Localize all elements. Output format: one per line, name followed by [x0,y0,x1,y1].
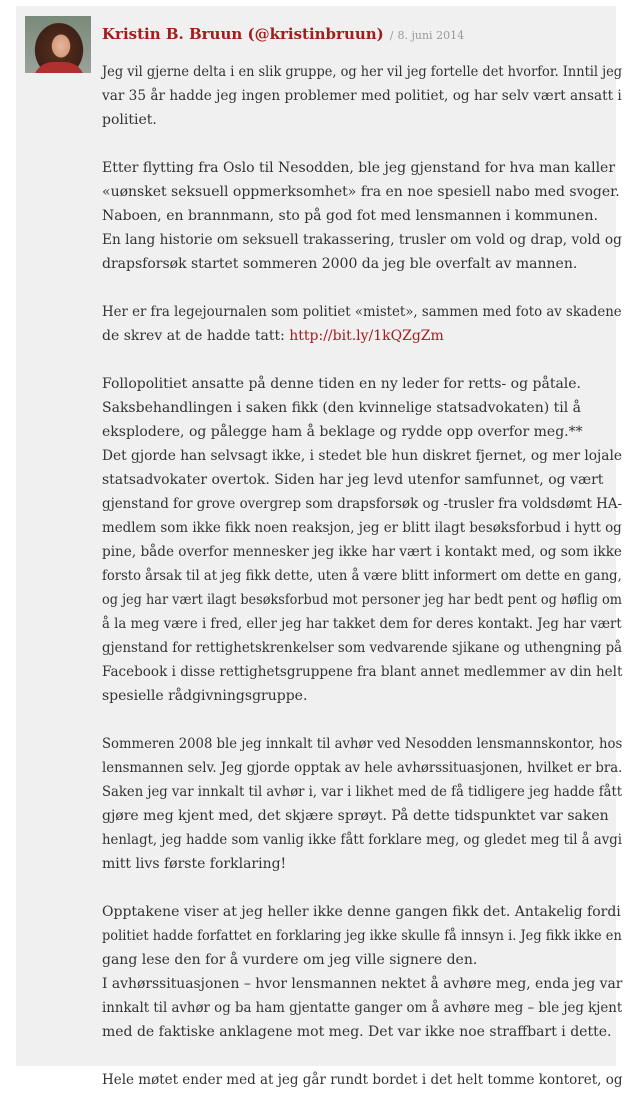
text-line: å la meg være i fred, eller jeg har takket dem for deres kontakt. Jeg har vært [102,616,622,632]
text-line [102,324,622,348]
text-line: politiet. [102,112,157,128]
comment-body [102,60,622,1116]
text-line: med de faktiske anklagene mot meg. Det var ikke noe straffbart i dette. [102,1024,612,1040]
text-line: gjenstand for grove overgrep som drapsforsøk og -trusler fra voldsdømt HA- [102,496,623,512]
text-line: drapsforsøk startet sommeren 2000 da jeg ble overfalt av mannen. [102,256,578,272]
paragraph-5 [102,732,622,876]
text-line: Jeg vil gjerne delta i en slik gruppe, og her vil jeg fortelle det hvorfor. Inntil jeg [102,64,623,80]
text-line: Sommeren 2008 ble jeg innkalt til avhør ved Nesodden lensmannskontor, hos [102,736,623,752]
paragraph-7 [102,1068,622,1092]
text-line: Det gjorde han selvsagt ikke, i stedet ble hun diskret fjernet, og mer lojale [102,448,623,464]
paragraph-4 [102,372,622,708]
text-line: spesielle rådgivningsgruppe. [102,688,308,704]
text-line: lensmannen selv. Jeg gjorde opptak av hele avhørssituasjonen, hvilket er bra. [102,760,623,776]
paragraph-1 [102,60,622,132]
author-link[interactable]: Kristin B. Bruun (@kristinbruun) [102,25,384,43]
text-line: var 35 år hadde jeg ingen problemer med politiet, og har selv vært ansatt i [102,88,622,104]
text-line: pine, både overfor mennesker jeg ikke har vært i kontakt med, og som ikke [102,544,622,560]
text-line: Saksbehandlingen i saken fikk (den kvinnelige statsadvokaten) til å [102,400,582,416]
text-line: Opptakene viser at jeg heller ikke denne gangen fikk det. Antakelig fordi [102,904,621,920]
text-line: medlem som ikke fikk noen reaksjon, jeg er blitt ilagt besøksforbud i hytt og [102,520,622,536]
text-line: innkalt til avhør og ba ham gjentatte ganger om å avhøre meg – ble jeg kjent [102,1000,623,1016]
text-line: gjøre meg kjent med, det skjære sprøyt. På dette tidspunktet var saken [102,808,609,824]
text-line: mitt livs første forklaring! [102,856,287,872]
text-line: eksplodere, og pålegge ham å beklage og rydde opp overfor meg.** [102,424,583,440]
text-line: gang lese den for å vurdere om jeg ville signere den. [102,952,478,968]
text-line: og jeg har vært ilagt besøksforbud mot personer jeg har bedt pent og høflig om [102,592,622,608]
text-line: politiet hadde forfattet en forklaring jeg ikke skulle få innsyn i. Jeg fikk ikke en [102,928,622,944]
comment-date: 8. juni 2014 [397,29,465,42]
text-line: I avhørssituasjonen – hvor lensmannen nektet å avhøre meg, enda jeg var [102,976,623,992]
text-line: Saken jeg var innkalt til avhør i, var i likhet med de få tidligere jeg hadde fått [102,784,623,800]
text-line: Facebook i disse rettighetsgruppene fra blant annet medlemmer av din helt [102,664,623,680]
text-line: Her er fra legejournalen som politiet «mistet», sammen med foto av skadene [102,304,622,320]
paragraph-6 [102,900,622,1044]
text-line: En lang historie om seksuell trakassering, trusler om vold og drap, vold og [102,232,622,248]
avatar[interactable] [25,16,91,73]
comment [16,6,623,1088]
text-line: henlagt, jeg hadde som vanlig ikke fått forklare meg, og gledet meg til å avgi [102,832,622,848]
paragraph-3 [102,300,622,348]
text-line: Etter flytting fra Oslo til Nesodden, ble jeg gjenstand for hva man kaller [102,160,616,176]
text-line: forsto årsak til at jeg fikk dette, uten å være blitt informert om dette en gang, [102,568,622,584]
text-line: Hele møtet ender med at jeg går rundt bordet i det helt tomme kontoret, og [102,1072,623,1088]
text-line: Follopolitiet ansatte på denne tiden en ny leder for retts- og påtale. [102,376,582,392]
paragraph-2 [102,156,622,276]
short-link[interactable]: http://bit.ly/1kQZgZm [289,328,444,344]
text-line: Naboen, en brannmann, sto på god fot med lensmannen i kommunen. [102,208,598,224]
separator: / [389,29,394,42]
text-line: gjenstand for rettighetskrenkelser som vedvarende sjikane og uthengning på [102,640,623,656]
text-line: statsadvokater overtok. Siden har jeg levd utenfor samfunnet, og vært [102,472,604,488]
comment-header [102,24,464,43]
text-segment: de skrev at de hadde tatt: [102,328,290,344]
text-line: «uønsket seksuell oppmerksomhet» fra en noe spesiell nabo med svoger. [102,184,620,200]
